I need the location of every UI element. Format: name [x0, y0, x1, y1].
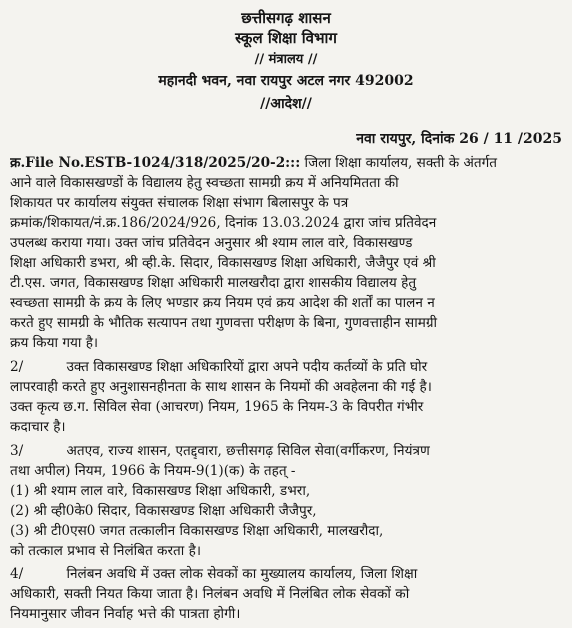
body-line: लापरवाही करते हुए अनुशासनहीनता के साथ शासन के नियमों की अवहेलना की गई है।	[10, 379, 432, 395]
order-date: नवा रायपुर, दिनांक 26 / 11 /2025	[356, 131, 562, 147]
body-line: टी.एस. जगत, विकासखण्ड शिक्षा अधिकारी मालखरौदा द्वारा शासकीय विद्यालय हेतु	[10, 275, 417, 291]
body-line: 2/ उक्त विकासखण्ड शिक्षा अधिकारियों द्वारा अपने पदीय कर्तव्यों के प्रति घोर	[10, 359, 428, 375]
body-line: स्वच्छता सामग्री के क्रय के लिए भण्डार क्रय नियम एवं क्रय आदेश की शर्तों का पालन न	[10, 295, 435, 311]
list-item: (3) श्री टी0एस0 जगत तत्कालीन विकासखण्ड शिक्षा अधिकारी, मालखरौदा,	[10, 523, 384, 539]
header-department: स्कूल शिक्षा विभाग	[235, 29, 337, 47]
body-line: कदाचार है।	[10, 419, 66, 435]
body-line: करते हुए सामग्री के भौतिक सत्यापन तथा गुणवत्ता परीक्षण के बिना, गुणवत्ताहीन सामग्री	[10, 315, 438, 331]
body-line: तथा अपील) नियम, 1966 के नियम-9(1)(क) के तहत् -	[10, 463, 296, 479]
list-item: (1) श्री श्याम लाल वारे, विकासखण्ड शिक्षा अधिकारी, डभरा,	[10, 483, 311, 499]
body-line: को तत्काल प्रभाव से निलंबित करता है।	[10, 543, 201, 559]
file-reference: क्र.File No.ESTB-1024/318/2025/20-2:::	[10, 155, 301, 171]
body-line: शिक्षा अधिकारी डभरा, श्री व्ही.के. सिदार, विकासखण्ड शिक्षा अधिकारी, जैजैपुर एवं श्री	[10, 255, 436, 271]
body-line: 4/ निलंबन अवधि में उक्त लोक सेवकों का मुख्यालय कार्यालय, जिला शिक्षा	[10, 566, 418, 582]
body-line: उपलब्ध कराया गया। उक्त जांच प्रतिवेदन अनुसार श्री श्याम लाल वारे, विकासखण्ड	[10, 235, 413, 251]
header-address: महानदी भवन, नवा रायपुर अटल नगर 492002	[158, 73, 414, 89]
header-order: //आदेश//	[260, 96, 312, 112]
body-line: नियमानुसार जीवन निर्वाह भत्ते की पात्रता होगी।	[10, 606, 241, 622]
body-line: उक्त कृत्य छ.ग. सिविल सेवा (आचरण) नियम, 1965 के नियम-3 के विपरीत गंभीर	[10, 399, 424, 415]
header-ministry: // मंत्रालय //	[254, 52, 318, 67]
body-line: क्रमांक/शिकायत/नं.क्र.186/2024/926, दिनांक 13.03.2024 द्वारा जांच प्रतिवेदन	[10, 215, 437, 231]
body-line: 3/ अतएव, राज्य शासन, एतद्द्वारा, छत्तीसगढ़ सिविल सेवा(वर्गीकरण, नियंत्रण	[10, 443, 430, 459]
header-govt: छत्तीसगढ़ शासन	[241, 9, 331, 27]
body-line: शिकायत पर कार्यालय संयुक्त संचालक शिक्षा संभाग बिलासपुर के पत्र	[10, 195, 349, 211]
body-line: क्रय किया गया है।	[10, 335, 99, 351]
body-line: अधिकारी, सक्ती नियत किया जाता है। निलंबन अवधि में निलंबित लोक सेवकों को	[10, 586, 410, 602]
list-item: (2) श्री व्ही0के0 सिदार, विकासखण्ड शिक्षा अधिकारी जैजैपुर,	[10, 503, 317, 519]
body-line: क्र.File No.ESTB-1024/318/2025/20-2::: जिला शिक्षा कार्यालय, सक्ती के अंतर्गत	[10, 155, 498, 171]
body-line: आने वाले विकासखण्डों के विद्यालय हेतु स्वच्छता सामग्री क्रय में अनियमितता की	[10, 175, 399, 191]
